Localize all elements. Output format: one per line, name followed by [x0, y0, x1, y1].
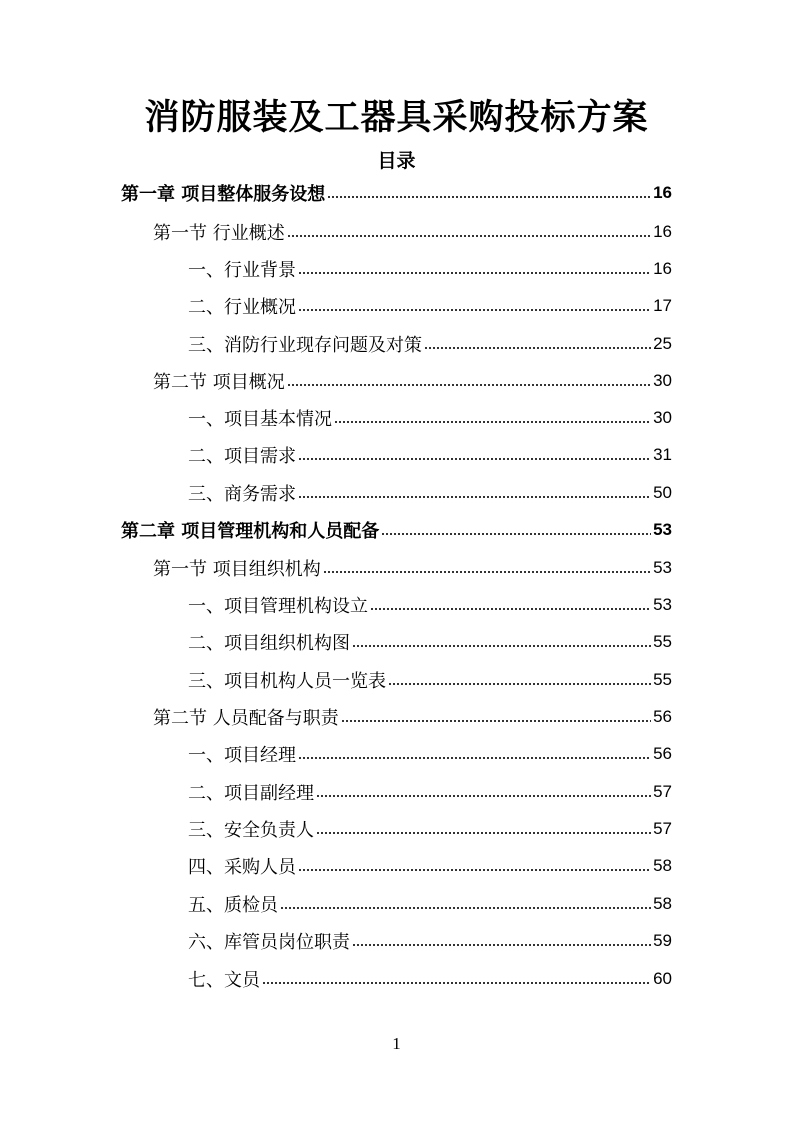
toc-entry-page: 31 — [653, 444, 672, 464]
toc-leader-dots — [424, 343, 651, 353]
toc-entry[interactable] — [188, 474, 672, 511]
toc-entry[interactable] — [153, 549, 672, 586]
toc-entry[interactable] — [188, 661, 672, 698]
toc-entry-page: 16 — [653, 258, 672, 278]
toc-entry[interactable] — [153, 362, 672, 399]
toc-leader-dots — [298, 305, 651, 315]
toc-entry-label: 二、行业概况 — [188, 296, 296, 318]
toc-entry-page: 53 — [653, 557, 672, 577]
toc-entry-label: 一、项目经理 — [188, 744, 296, 766]
toc-entry-label: 三、消防行业现存问题及对策 — [188, 334, 422, 356]
toc-entry-label: 一、项目基本情况 — [188, 408, 332, 430]
toc-entry-page: 58 — [653, 855, 672, 875]
toc-entry-page: 30 — [653, 407, 672, 427]
toc-entry-page: 53 — [653, 519, 672, 539]
toc-entry-page: 60 — [653, 968, 672, 988]
toc-entry[interactable] — [121, 174, 672, 211]
toc-entry-page: 58 — [653, 893, 672, 913]
toc-entry-page: 30 — [653, 370, 672, 390]
toc-entry-page: 56 — [653, 743, 672, 763]
toc-heading: 目录 — [377, 150, 416, 172]
toc-entry[interactable] — [188, 623, 672, 660]
toc-entry[interactable] — [188, 735, 672, 772]
toc-entry-label: 三、商务需求 — [188, 483, 296, 505]
toc-leader-dots — [352, 641, 651, 651]
toc-leader-dots — [280, 903, 651, 913]
toc-leader-dots — [298, 454, 651, 464]
toc-entry-page: 53 — [653, 594, 672, 614]
toc-entry-label: 第二节 人员配备与职责 — [153, 707, 339, 729]
toc-entry[interactable] — [188, 922, 672, 959]
toc-entry-label: 一、项目管理机构设立 — [188, 595, 368, 617]
toc-entry[interactable] — [188, 436, 672, 473]
toc-entry-label: 一、行业背景 — [188, 259, 296, 281]
toc-entry-label: 七、文员 — [188, 969, 260, 991]
toc-entry-label: 三、安全负责人 — [188, 819, 314, 841]
toc-entry-page: 57 — [653, 818, 672, 838]
toc-entry[interactable] — [121, 511, 672, 548]
toc-leader-dots — [287, 231, 651, 241]
toc-entry[interactable] — [188, 250, 672, 287]
toc-leader-dots — [323, 567, 651, 577]
toc-entry[interactable] — [188, 960, 672, 997]
toc-entry-label: 二、项目需求 — [188, 445, 296, 467]
toc-entry[interactable] — [188, 325, 672, 362]
toc-entry-page: 59 — [653, 930, 672, 950]
toc-entry-page: 57 — [653, 781, 672, 801]
toc-entry[interactable] — [188, 773, 672, 810]
toc-entry[interactable] — [188, 287, 672, 324]
toc-leader-dots — [334, 417, 651, 427]
toc-entry[interactable] — [153, 698, 672, 735]
toc-entry-page: 56 — [653, 706, 672, 726]
toc-leader-dots — [298, 753, 651, 763]
toc-entry-page: 16 — [653, 182, 672, 202]
toc-leader-dots — [262, 978, 651, 988]
toc-entry[interactable] — [188, 847, 672, 884]
toc-entry-page: 55 — [653, 669, 672, 689]
toc-leader-dots — [316, 828, 651, 838]
toc-leader-dots — [298, 865, 651, 875]
toc-entry-label: 六、库管员岗位职责 — [188, 931, 350, 953]
toc-entry-page: 16 — [653, 221, 672, 241]
toc-entry-label: 二、项目组织机构图 — [188, 632, 350, 654]
toc-leader-dots — [327, 192, 651, 202]
document-title: 消防服装及工器具采购投标方案 — [144, 98, 649, 138]
toc-entry[interactable] — [188, 885, 672, 922]
toc-entry-label: 第二章 项目管理机构和人员配备 — [121, 520, 380, 542]
toc-entry-label: 二、项目副经理 — [188, 782, 314, 804]
toc-entry-label: 四、采购人员 — [188, 856, 296, 878]
toc-entry[interactable] — [188, 810, 672, 847]
toc-leader-dots — [352, 940, 651, 950]
toc-entry[interactable] — [188, 399, 672, 436]
toc-entry-page: 25 — [653, 333, 672, 353]
toc-entry-label: 第二节 项目概况 — [153, 371, 285, 393]
toc-entry-page: 17 — [653, 295, 672, 315]
toc-leader-dots — [381, 529, 651, 539]
toc-entry[interactable] — [188, 586, 672, 623]
toc-entry-page: 55 — [653, 631, 672, 651]
toc-entry-page: 50 — [653, 482, 672, 502]
toc-entry-label: 三、项目机构人员一览表 — [188, 670, 386, 692]
toc-entry[interactable] — [153, 213, 672, 250]
toc-leader-dots — [298, 268, 651, 278]
toc-leader-dots — [287, 380, 651, 390]
page-number: 1 — [392, 1034, 401, 1053]
toc-entry-label: 第一节 行业概述 — [153, 222, 285, 244]
toc-leader-dots — [388, 679, 651, 689]
toc-leader-dots — [298, 492, 651, 502]
toc-leader-dots — [341, 716, 651, 726]
toc-entry-label: 第一节 项目组织机构 — [153, 558, 321, 580]
toc-entry-label: 第一章 项目整体服务设想 — [121, 183, 326, 205]
toc-leader-dots — [316, 791, 651, 801]
toc-leader-dots — [370, 604, 651, 614]
toc-entry-label: 五、质检员 — [188, 894, 278, 916]
